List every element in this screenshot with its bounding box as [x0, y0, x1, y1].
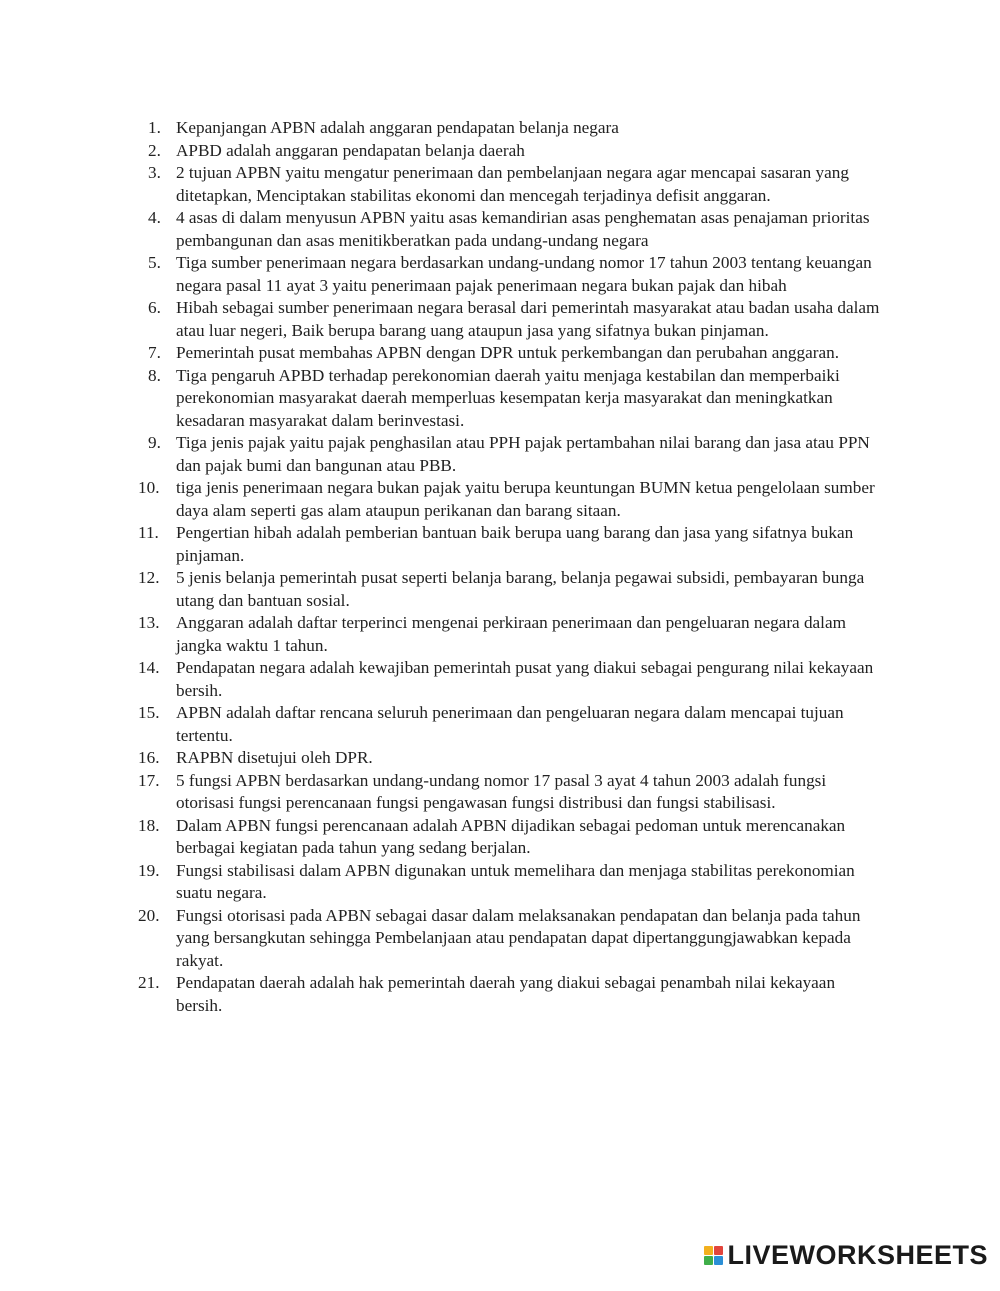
item-number: 17. [138, 770, 160, 790]
item-number: 16. [138, 748, 160, 767]
item-text: Dalam APBN fungsi perencanaan adalah APBN dijadikan sebagai pedoman untuk merencanakan berbagai kegiatan pada tahun yang sedang berjalan. [176, 815, 846, 857]
item-number: 5. [148, 253, 161, 272]
list-item [138, 657, 883, 702]
item-text: tiga jenis penerimaan negara bukan pajak yaitu berupa keuntungan BUMN ketua pengelolaan sumber daya alam seperti gas alam ataupun perikanan dan barang sitaan. [176, 478, 875, 520]
list-item [138, 612, 883, 657]
logo-square-icon [704, 1256, 713, 1265]
item-text: 5 fungsi APBN berdasarkan undang-undang nomor 17 pasal 3 ayat 4 tahun 2003 adalah fungsi otorisasi fungsi perencanaan fungsi pengawasan fungsi distribusi dan fungsi stabilisasi. [176, 770, 827, 812]
list-item [138, 815, 883, 860]
list-item [138, 342, 883, 365]
item-number: 11. [138, 523, 159, 542]
brand-name: LIVEWORKSHEETS [727, 1240, 988, 1270]
item-text: Pendapatan daerah adalah hak pemerintah daerah yang diakui sebagai penambah nilai kekayaan bersih. [176, 973, 836, 1015]
list-item [138, 297, 883, 342]
item-number: 2. [148, 140, 161, 160]
item-text: Kepanjangan APBN adalah anggaran pendapatan belanja negara [176, 118, 619, 137]
item-number: 14. [138, 658, 160, 677]
list-item [138, 365, 883, 433]
list-item [138, 905, 883, 973]
item-text: APBD adalah anggaran pendapatan belanja daerah [176, 140, 525, 160]
item-number: 6. [148, 298, 161, 317]
item-text: Hibah sebagai sumber penerimaan negara berasal dari pemerintah masyarakat atau badan usaha dalam atau luar negeri, Baik berupa barang uang ataupun jasa yang sifatnya bukan pinjaman. [176, 298, 880, 340]
answer-list [138, 117, 883, 1017]
item-text: Fungsi stabilisasi dalam APBN digunakan untuk memelihara dan menjaga stabilitas perekonomian suatu negara. [176, 860, 855, 902]
item-number: 21. [138, 973, 160, 992]
item-text: Tiga pengaruh APBD terhadap perekonomian daerah yaitu menjaga kestabilan dan memperbaiki perekonomian masyarakat daerah memperluas kesempatan kerja masyarakat dan meningkatkan kesadaran masyarakat dalam berinvestasi. [176, 365, 840, 430]
item-text: Pendapatan negara adalah kewajiban pemerintah pusat yang diakui sebagai pengurang nilai kekayaan bersih. [176, 658, 874, 700]
liveworksheets-brand [704, 1240, 988, 1271]
item-number: 4. [148, 208, 161, 227]
item-text: 2 tujuan APBN yaitu mengatur penerimaan dan pembelanjaan negara agar mencapai sasaran yang ditetapkan, Menciptakan stabilitas ekonomi dan mencegah terjadinya defisit anggaran. [176, 163, 849, 205]
list-item [138, 522, 883, 567]
item-number: 9. [148, 433, 161, 452]
list-item [138, 117, 883, 140]
item-number: 1. [148, 118, 161, 137]
list-item [138, 252, 883, 297]
list-item [138, 770, 883, 815]
item-text: APBN adalah daftar rencana seluruh penerimaan dan pengeluaran negara dalam mencapai tujuan tertentu. [176, 703, 844, 745]
item-number: 13. [138, 613, 160, 632]
item-number: 18. [138, 815, 160, 835]
list-item [138, 702, 883, 747]
logo-square-icon [704, 1246, 713, 1255]
list-item [138, 567, 883, 612]
item-text: Tiga jenis pajak yaitu pajak penghasilan atau PPH pajak pertambahan nilai barang dan jasa atau PPN dan pajak bumi dan bangunan atau PBB. [176, 433, 870, 475]
list-item [138, 140, 883, 163]
list-item [138, 860, 883, 905]
item-number: 10. [138, 478, 160, 497]
liveworksheets-logo-icon [704, 1246, 723, 1265]
item-number: 12. [138, 568, 160, 587]
list-item [138, 972, 883, 1017]
list-item [138, 432, 883, 477]
logo-square-icon [714, 1256, 723, 1265]
item-number: 19. [138, 860, 160, 880]
item-number: 7. [148, 343, 161, 362]
list-item [138, 162, 883, 207]
item-number: 15. [138, 703, 160, 722]
logo-square-icon [714, 1246, 723, 1255]
item-number: 3. [148, 163, 161, 182]
item-text: 4 asas di dalam menyusun APBN yaitu asas kemandirian asas penghematan asas penajaman prioritas pembangunan dan asas menitikberatkan pada undang-undang negara [176, 208, 870, 250]
list-item [138, 747, 883, 770]
item-text: Pemerintah pusat membahas APBN dengan DPR untuk perkembangan dan perubahan anggaran. [176, 343, 839, 362]
item-number: 20. [138, 905, 160, 925]
list-item [138, 207, 883, 252]
item-number: 8. [148, 365, 161, 385]
item-text: Anggaran adalah daftar terperinci mengenai perkiraan penerimaan dan pengeluaran negara dalam jangka waktu 1 tahun. [176, 613, 846, 655]
item-text: RAPBN disetujui oleh DPR. [176, 748, 373, 767]
list-item [138, 477, 883, 522]
item-text: Fungsi otorisasi pada APBN sebagai dasar dalam melaksanakan pendapatan dan belanja pada tahun yang bersangkutan sehingga Pembelanjaan atau pendapatan dapat dipertanggungjawabkan kepada rakyat. [176, 905, 861, 970]
item-text: Tiga sumber penerimaan negara berdasarkan undang-undang nomor 17 tahun 2003 tentang keuangan negara pasal 11 ayat 3 yaitu penerimaan pajak penerimaan negara bukan pajak dan hibah [176, 253, 872, 295]
item-text: 5 jenis belanja pemerintah pusat seperti belanja barang, belanja pegawai subsidi, pembayaran bunga utang dan bantuan sosial. [176, 568, 865, 610]
item-text: Pengertian hibah adalah pemberian bantuan baik berupa uang barang dan jasa yang sifatnya bukan pinjaman. [176, 523, 854, 565]
